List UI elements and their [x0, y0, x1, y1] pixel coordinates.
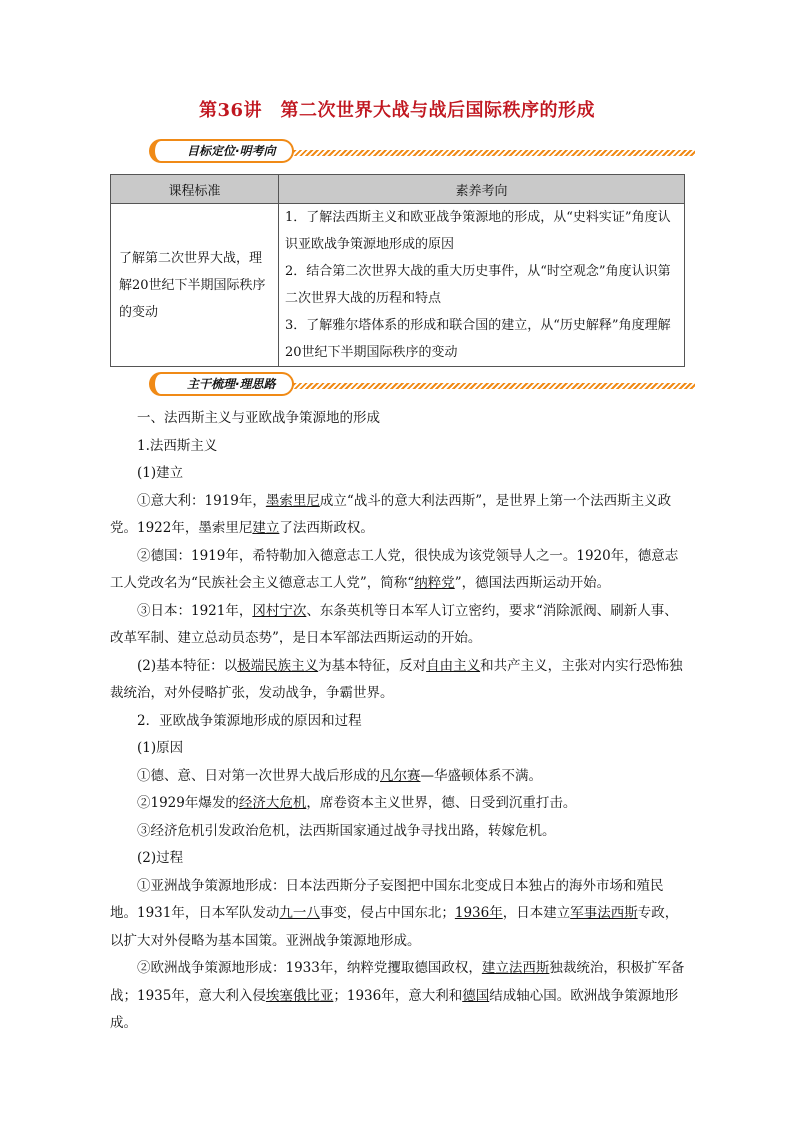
section-header-outline: [149, 372, 695, 394]
goal-item: 3．了解雅尔塔体系的形成和联合国的建立，从“历史解释”角度理解20世纪下半期国际秩序的变动: [285, 318, 671, 360]
paragraph-reason: ②1929年爆发的经济大危机，席卷资本主义世界，德、日受到沉重打击。: [137, 795, 577, 811]
body-content: [110, 405, 685, 1038]
paragraph-japan: ③日本：1921年，冈村宁次、东条英机等日本军人订立密约，要求“消除派阀、刷新人事、改革军制、建立总动员态势”，是日本军部法西斯运动的开始。: [110, 602, 678, 646]
paragraph-reason: ①德、意、日对第一次世界大战后形成的凡尔赛—华盛顿体系不满。: [137, 767, 542, 784]
goal-item: 1．了解法西斯主义和欧亚战争策源地的形成，从“史料实证”角度认识亚欧战争策源地形成的原因: [285, 210, 671, 252]
subheading: (2)过程: [137, 850, 184, 866]
paragraph-asia: ①亚洲战争策源地形成：日本法西斯分子妄图把中国东北变成日本独占的海外市场和殖民地。1931年，日本军队发动九一八事变，侵占中国东北；1936年，日本建立军事法西斯专政，以扩大对外侵略为基本国策。亚洲战争策源地形成。: [110, 877, 679, 949]
subheading: (1)原因: [137, 740, 184, 756]
curriculum-table: [110, 174, 685, 367]
subheading: 2．亚欧战争策源地形成的原因和过程: [137, 712, 362, 729]
section-label: 主干梳理·理思路: [149, 372, 294, 396]
table-header-goals: 素养考向: [279, 175, 685, 204]
goal-item: 2．结合第二次世界大战的重大历史事件，从“时空观念”角度认识第二次世界大战的历程和特点: [285, 264, 671, 306]
section-label: 目标定位·明考向: [149, 139, 294, 163]
paragraph-europe: ②欧洲战争策源地形成：1933年，纳粹党攫取德国政权，建立法西斯独裁统治，积极扩军备战；1935年，意大利入侵埃塞俄比亚；1936年，意大利和德国结成轴心国。欧洲战争策源地形成。: [110, 960, 685, 1031]
table-header-standard: 课程标准: [111, 175, 279, 204]
table-cell-standard: 了解第二次世界大战，理解20世纪下半期国际秩序的变动: [111, 204, 279, 367]
heading-1: 一、法西斯主义与亚欧战争策源地的形成: [137, 410, 380, 426]
table-cell-goals: [279, 204, 685, 367]
paragraph-features: (2)基本特征：以极端民族主义为基本特征，反对自由主义和共产主义，主张对内实行恐怖独裁统治，对外侵略扩张，发动战争，争霸世界。: [110, 657, 683, 701]
paragraph-reason: ③经济危机引发政治危机，法西斯国家通过战争寻找出路，转嫁危机。: [137, 822, 556, 839]
section-header-goals: [149, 139, 695, 161]
subheading: 1.法西斯主义: [137, 437, 218, 454]
subheading: (1)建立: [137, 465, 184, 481]
page-title: 第36讲 第二次世界大战与战后国际秩序的形成: [198, 100, 596, 121]
paragraph-germany: ②德国：1919年，希特勒加入德意志工人党，很快成为该党领导人之一。1920年，德意志工人党改名为“民族社会主义德意志工人党”，简称“纳粹党”，德国法西斯运动开始。: [110, 547, 679, 591]
paragraph-italy: ①意大利：1919年，墨索里尼成立“战斗的意大利法西斯”，是世界上第一个法西斯主义政党。1922年，墨索里尼建立了法西斯政权。: [110, 492, 672, 536]
